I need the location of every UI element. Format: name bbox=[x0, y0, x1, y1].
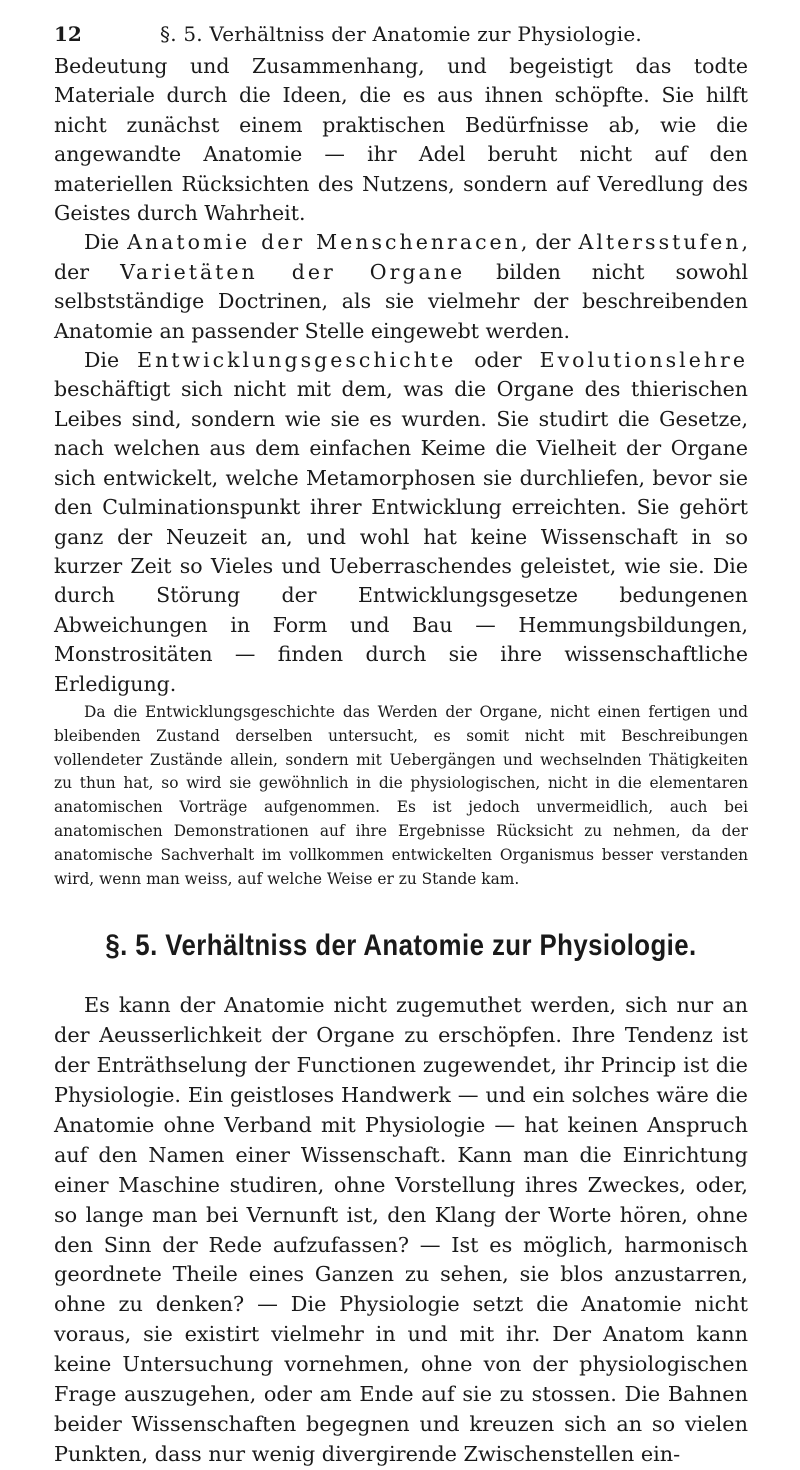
paragraph-rest: bilden nicht sowohl selbstständige Doctrinen, als sie vielmehr der beschreibenden Anatomie an passender Stelle eingewebt werden. bbox=[54, 259, 748, 343]
paragraph-anatomy-varieties bbox=[54, 228, 748, 346]
connector: oder bbox=[474, 348, 522, 373]
term-evolutionslehre: Evolutionslehre bbox=[539, 348, 748, 373]
separator: , der bbox=[520, 230, 571, 255]
paragraph-lead: Die bbox=[84, 230, 120, 255]
separator: , der bbox=[54, 230, 748, 284]
section-body: Es kann der Anatomie nicht zugemuthet werden, sich nur an der Aeusserlichkeit der Organe zu erschöpfen. Ihre Tendenz ist der Enträthselung der Functionen zugewendet, ihr Princip ist die Physiologie. Ein geistloses Handwerk — und ein solches wäre die Anatomie ohne Verband mit Physiologie — hat keinen Anspruch auf den Namen einer Wissenschaft. Kann man die Einrichtung einer Maschine studiren, ohne Vorstellung ihres Zweckes, oder, so lange man bei Vernunft ist, den Klang der Worte hören, ohne den Sinn der Rede aufzufassen? — Ist es möglich, harmonisch geordnete Theile eines Ganzen zu sehen, sie blos anzustarren, ohne zu denken? — Die Physiologie setzt die Anatomie nicht voraus, sie existirt vielmehr in und mit ihr. Der Anatom kann keine Untersuchung vornehmen, ohne von der physiologischen Frage auszugehen, oder am Ende auf sie zu stossen. Die Bahnen beider Wissenschaften begegnen und kreuzen sich an so vielen Punkten, dass nur wenig divergirende Zwischenstellen ein- bbox=[54, 993, 748, 1466]
paragraph-continuation: Bedeutung und Zusammenhang, und begeistigt das todte Materiale durch die Ideen, die es aus ihnen schöpfte. Sie hilft nicht zunächst einem praktischen Bedürfnisse ab, wie die angewandte Anatomie — ihr Adel beruht nicht auf den materiellen Rücksichten des Nutzens, sondern auf Veredlung des Geistes durch Wahrheit. bbox=[54, 54, 748, 226]
term-varietaeten: Varietäten der Organe bbox=[120, 259, 466, 284]
term-entwicklungsgeschichte: Entwicklungsgeschichte bbox=[137, 348, 457, 373]
paragraph-rest: beschäftigt sich nicht mit dem, was die Organe des thierischen Leibes sind, sondern wie sie es wurden. Sie studirt die Gesetze, nach welchen aus dem einfachen Keime die Vielheit der Organe sich entwickelt, welche Metamorphosen sie durchliefen, bevor sie den Culminationspunkt ihrer Entwicklung erreichten. Sie gehört ganz der Neuzeit an, und wohl hat keine Wissenschaft in so kurzer Zeit so Vieles und Ueberraschendes geleistet, wie sie. Die durch Störung der Entwicklungsgesetze bedungenen Abweichungen in Form und Bau — Hemmungsbildungen, Monstrositäten — finden durch sie ihre wissenschaftliche Erledigung. bbox=[54, 377, 748, 696]
term-menschenracen: Anatomie der Menschenracen bbox=[127, 230, 521, 255]
paragraph-lead: Die bbox=[84, 348, 120, 373]
small-print-note: Da die Entwicklungsgeschichte das Werden der Organe, nicht einen fertigen und bleibenden Zustand derselben untersucht, es somit nicht mit Beschreibungen vollendeter Zustände allein, sondern mit Uebergängen und wechselnden Thätigkeiten zu thun hat, so wird sie gewöhnlich in die physiologischen, nicht in die elementaren anatomischen Vorträge aufgenommen. Es ist jedoch unvermeidlich, auch bei anatomischen Demonstrationen auf ihre Ergebnisse Rücksicht zu nehmen, da der anatomische Sachverhalt im vollkommen entwickelten Organismus besser verstanden wird, wenn man weiss, auf welche Weise er zu Stande kam. bbox=[54, 702, 748, 888]
page-number: 12 bbox=[54, 22, 82, 46]
paragraph-evolution bbox=[54, 346, 748, 699]
section-heading: §. 5. Verhältniss der Anatomie zur Physiologie. bbox=[105, 929, 697, 963]
running-title: §. 5. Verhältniss der Anatomie zur Physiologie. bbox=[160, 22, 642, 46]
running-header bbox=[54, 22, 748, 52]
term-altersstufen: Altersstufen bbox=[578, 230, 742, 255]
